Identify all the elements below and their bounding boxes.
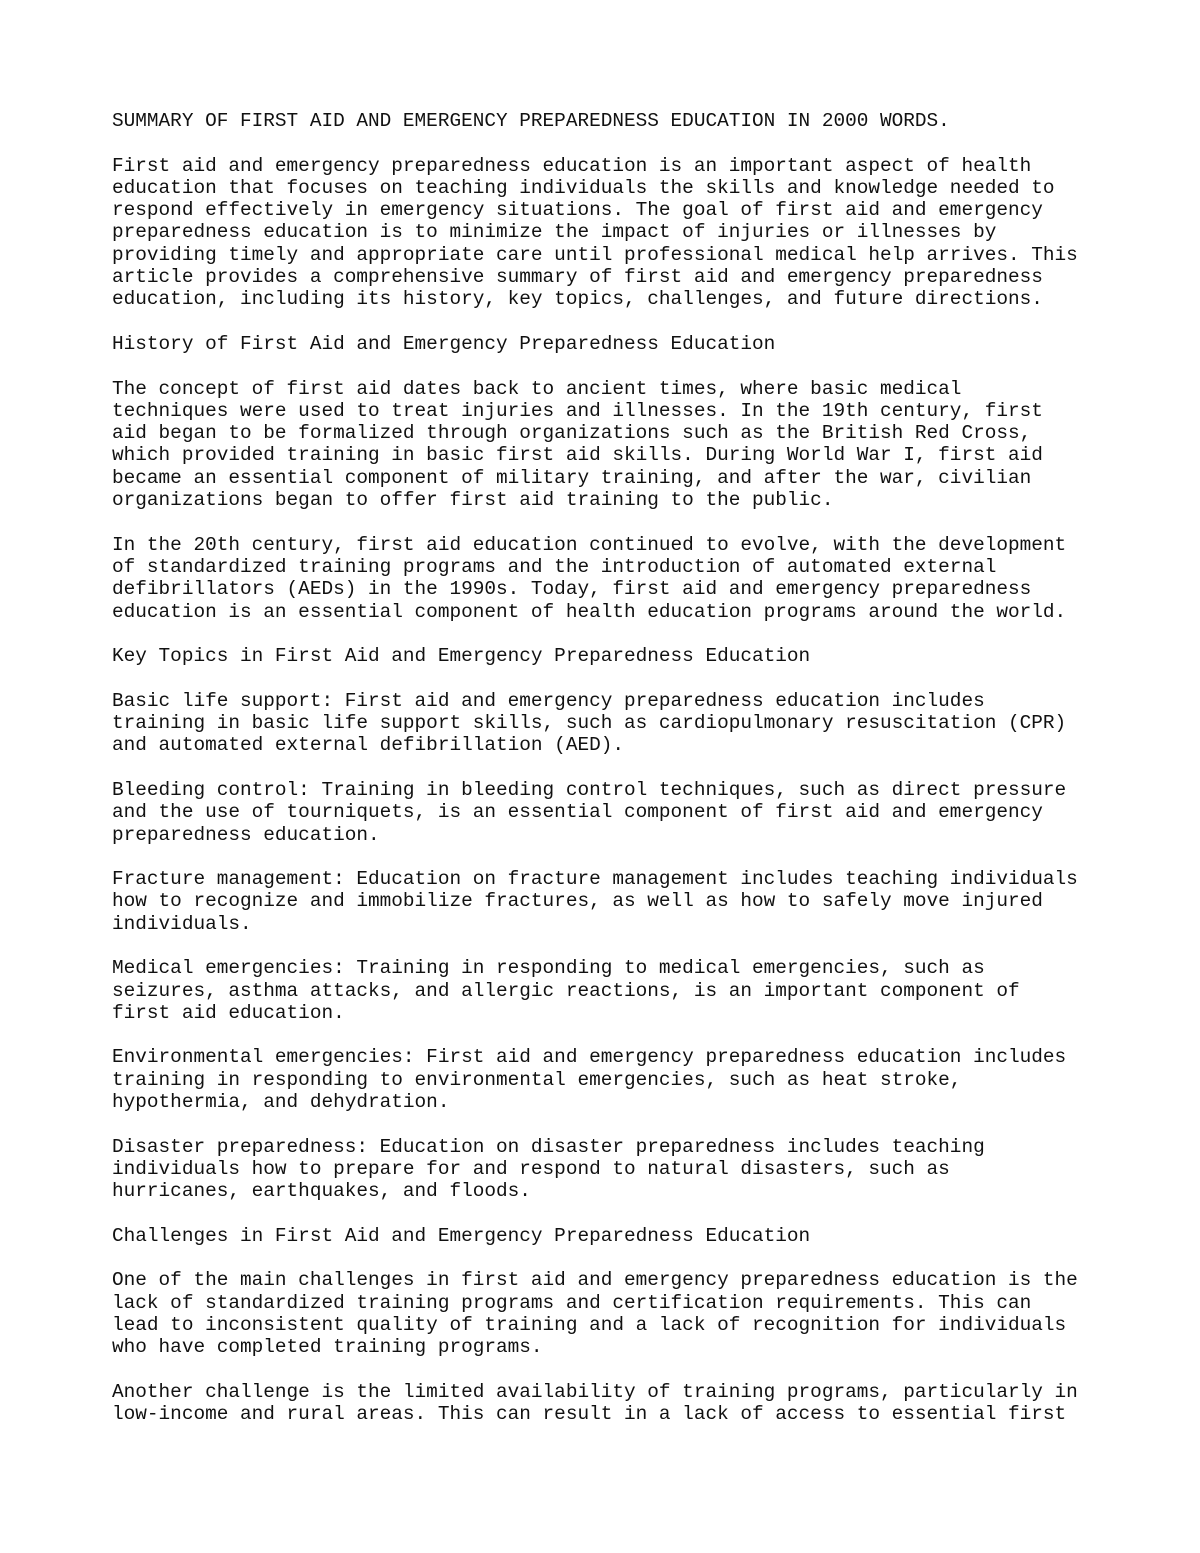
text-line: defibrillators (AEDs) in the 1990s. Today, first aid and emergency preparedness [112,578,1032,601]
text-line: organizations began to offer first aid training to the public. [112,489,834,512]
text-line: The concept of first aid dates back to ancient times, where basic medical [112,377,962,400]
text-line: Environmental emergencies: First aid and emergency preparedness education includes [112,1046,1067,1069]
text-line: One of the main challenges in first aid and emergency preparedness education is the [112,1269,1078,1292]
section-heading [112,645,1112,667]
body-paragraph [112,957,1112,1024]
text-line: and automated external defibrillation (AED). [112,734,624,757]
paragraph-spacer [112,311,1112,333]
body-paragraph [112,378,1112,512]
paragraph-spacer [112,1024,1112,1046]
text-line: hurricanes, earthquakes, and floods. [112,1180,531,1203]
body-paragraph [112,1046,1112,1113]
text-line: Another challenge is the limited availability of training programs, particularly in [112,1380,1078,1403]
text-line: which provided training in basic first aid skills. During World War I, first aid [112,444,1043,467]
body-paragraph [112,690,1112,757]
body-paragraph [112,1269,1112,1358]
text-line: training in responding to environmental emergencies, such as heat stroke, [112,1068,962,1091]
text-line: education, including its history, key topics, challenges, and future directions. [112,288,1043,311]
text-line: Disaster preparedness: Education on disaster preparedness includes teaching [112,1135,985,1158]
paragraph-spacer [112,935,1112,957]
paragraph-spacer [112,511,1112,533]
text-line: became an essential component of military training, and after the war, civilian [112,466,1032,489]
text-line: education is an essential component of health education programs around the world. [112,600,1067,623]
text-line: providing timely and appropriate care until professional medical help arrives. This [112,243,1078,266]
text-line: how to recognize and immobilize fractures, as well as how to safely move injured [112,890,1043,913]
body-paragraph [112,1381,1112,1426]
text-line: Basic life support: First aid and emergency preparedness education includes [112,689,985,712]
body-paragraph [112,534,1112,623]
document-title [112,110,1112,132]
text-line: first aid education. [112,1001,345,1024]
text-line: techniques were used to treat injuries and illnesses. In the 19th century, first [112,399,1043,422]
text-line: SUMMARY OF FIRST AID AND EMERGENCY PREPAREDNESS EDUCATION IN 2000 WORDS. [112,110,950,132]
text-line: individuals how to prepare for and respond to natural disasters, such as [112,1157,950,1180]
paragraph-spacer [112,1359,1112,1381]
text-line: education that focuses on teaching individuals the skills and knowledge needed to [112,176,1055,199]
text-line: Medical emergencies: Training in responding to medical emergencies, such as [112,957,985,980]
text-line: seizures, asthma attacks, and allergic reactions, is an important component of [112,979,1020,1002]
text-line: First aid and emergency preparedness education is an important aspect of health [112,154,1032,177]
body-paragraph [112,779,1112,846]
paragraph-spacer [112,355,1112,377]
text-line: and the use of tourniquets, is an essential component of first aid and emergency [112,801,1043,824]
paragraph-spacer [112,623,1112,645]
text-line: History of First Aid and Emergency Preparedness Education [112,332,776,355]
body-paragraph [112,868,1112,935]
text-line: Fracture management: Education on fracture management includes teaching individuals [112,868,1078,891]
paragraph-spacer [112,846,1112,868]
text-line: lead to inconsistent quality of training and a lack of recognition for individuals [112,1314,1067,1337]
text-line: of standardized training programs and the introduction of automated external [112,555,997,578]
text-line: In the 20th century, first aid education continued to evolve, with the development [112,533,1067,556]
text-line: preparedness education. [112,823,380,846]
body-paragraph [112,1136,1112,1203]
paragraph-spacer [112,757,1112,779]
text-line: lack of standardized training programs and certification requirements. This can [112,1291,1032,1314]
paragraph-spacer [112,132,1112,154]
text-line: preparedness education is to minimize the impact of injuries or illnesses by [112,221,997,244]
text-line: Key Topics in First Aid and Emergency Preparedness Education [112,645,811,668]
paragraph-spacer [112,667,1112,689]
text-line: article provides a comprehensive summary of first aid and emergency preparedness [112,266,1043,289]
text-line: who have completed training programs. [112,1336,543,1359]
text-line: individuals. [112,912,252,935]
section-heading [112,1225,1112,1247]
text-line: low-income and rural areas. This can result in a lack of access to essential first [112,1403,1067,1426]
text-line: Bleeding control: Training in bleeding control techniques, such as direct pressure [112,778,1067,801]
text-line: aid began to be formalized through organizations such as the British Red Cross, [112,422,1032,445]
paragraph-spacer [112,1113,1112,1135]
text-line: respond effectively in emergency situations. The goal of first aid and emergency [112,199,1043,222]
text-line: Challenges in First Aid and Emergency Preparedness Education [112,1224,811,1247]
body-paragraph [112,155,1112,311]
document-page [112,110,1112,1426]
text-line: hypothermia, and dehydration. [112,1091,450,1114]
paragraph-spacer [112,1247,1112,1269]
paragraph-spacer [112,1203,1112,1225]
section-heading [112,333,1112,355]
text-line: training in basic life support skills, such as cardiopulmonary resuscitation (CPR) [112,712,1067,735]
